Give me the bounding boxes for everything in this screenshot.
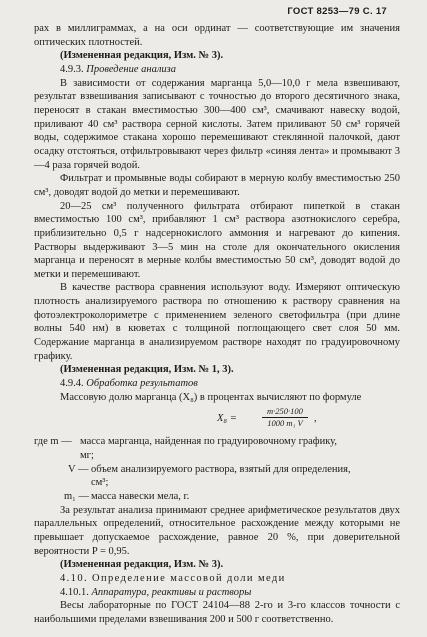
where-v-line [34,463,400,477]
paragraph-result: За результат анализа принимают среднее арифметическое результатов двух параллельных определений, относительное расхождение между которыми не превышает допускаемое расхождение, равное 20 %, при доверительной вероятности P = 0,95. [34,504,400,557]
section-heading-4-9-4 [34,377,400,391]
paragraph-measurement: В качестве раствора сравнения используют воду. Измеряют оптическую плотность анализируемого раствора по отношению к раствору сравнения на фотоэлектроколориметре с применением зеленого светофильтра (при длине волны 540 нм) в кюветах с толщиной поглощающего свет слоя 50 мм. Содержание марганца в анализируемом растворе находят по градуировочному графику. [34,282,400,362]
where-label: где m — [34,436,72,448]
v-text: объем анализируемого раствора, взятый для определения, [91,463,351,475]
section-heading-4-9-3 [34,63,400,77]
paragraph-filtrate: Фильтрат и промывные воды собирают в мерную колбу вместимостью 250 см³, доводят водой до метки и перемешивают. [34,173,400,198]
section-number: 4.9.4. [60,378,84,390]
section-heading-4-10: 4.10. Определение массовой доли меди [60,572,286,584]
paragraph-continuation: рах в миллиграммах, а на оси ординат — соответствующие им значения оптических плотностей. [34,23,400,48]
formula-numerator: m·250·100 [262,406,308,418]
m1-label: m₁ — [64,490,89,502]
formula-fraction [262,406,308,429]
revision-note: (Измененная редакция, Изм. № 1, 3). [60,364,234,376]
formula [34,406,400,432]
revision-note: (Измененная редакция, Изм. № 3). [60,559,224,571]
formula-lhs: X₈ = [217,413,237,425]
section-number: 4.9.3. [60,63,84,75]
formula-denominator: 1000 m₁ V [267,418,303,429]
v-label: V — [68,463,89,475]
paragraph-weighing: В зависимости от содержания марганца 5,0—10,0 г мела взвешивают, результат взвешивания записывают с точностью до второго десятичного знака, переносят в стакан вместимостью 300—400 см³, смачивают навеску водой, приливают 40 см³ раствора серной кислоты. Затем приливают 50 см³ горячей воды, содержимое стакана хорошо перемешивают стеклянной палочкой, дают осадку отстояться, отфильтровывают через фильтр «синяя лента» и промывают 3—4 раза горячей водой. [34,77,400,171]
section-title: Обработка результатов [86,378,198,390]
m1-text: масса навески мела, г. [91,490,190,502]
section-number: 4.10.1. [60,586,89,598]
paragraph-scales: Весы лабораторные по ГОСТ 24104—88 2-го и 3-го классов точности с наибольшими пределами взвешивания 200 и 500 г соответственно. [34,600,400,625]
where-m-continuation: мг; [80,450,94,462]
paragraph-formula-intro: Массовую долю марганца (X₈) в процентах вычисляют по формуле [60,391,362,403]
revision-note: (Измененная редакция, Изм. № 3). [60,50,224,62]
page-header: ГОСТ 8253—79 С. 17 [287,6,387,17]
document-body [34,22,400,627]
where-m-text: масса марганца, найденная по градуировочному графику, [80,436,337,448]
formula-comma: , [314,413,317,425]
where-m1-line [34,490,400,504]
section-title: Аппаратура, реактивы и растворы [91,586,252,598]
where-m-line [34,435,400,449]
section-title: Проведение анализа [86,63,177,75]
section-heading-4-10-1 [34,586,400,600]
paragraph-oxidation: 20—25 см³ полученного фильтрата отбирают пипеткой в стакан вместимостью 100 см³, прибавляют 1 см³ раствора азотнокислого серебра, приблизительно 0,5 г надсернокислого аммония и нагревают до кипения. Растворы выдерживают 3—5 мин на столе для окончательного окисления марганца и переносят в мерные колбы вместимостью 50 см³, доводят водой до метки и перемешивают. [34,200,400,280]
v-continuation: см³; [91,477,109,489]
